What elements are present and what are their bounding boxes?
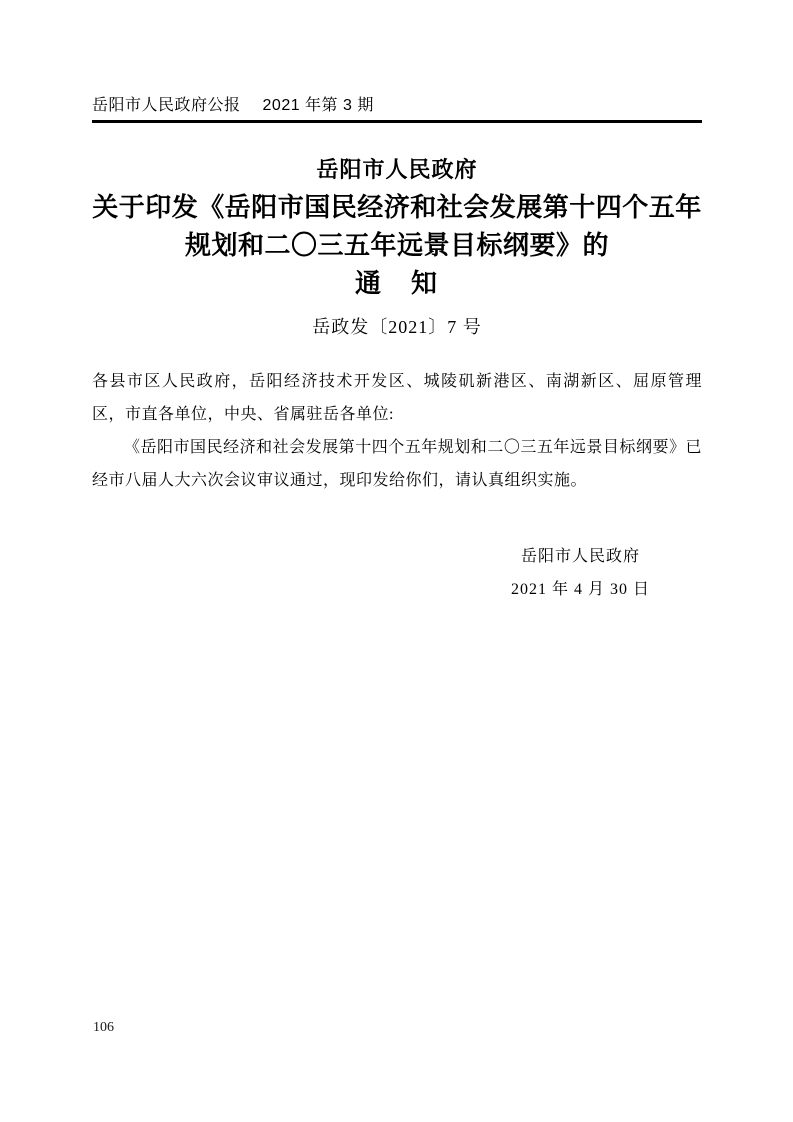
signature-date: 2021 年 4 月 30 日 [510,580,650,598]
document-body [92,365,702,497]
page-number: 106 [93,1020,114,1035]
gazette-title: 岳阳市人民政府公报 [92,97,241,114]
running-header-row [92,96,702,115]
title-line-3: 规划和二〇三五年远景目标纲要》的 [184,230,609,260]
signature-block [511,540,650,606]
gazette-issue: 2021 年第 3 期 [262,97,374,114]
running-header [92,0,702,123]
title-notice-word: 通 知 [354,268,439,298]
title-line-2: 关于印发《岳阳市国民经济和社会发展第十四个五年 [92,192,702,222]
document-title [92,151,702,303]
document-number: 岳政发〔2021〕7 号 [312,316,482,337]
header-rule [92,120,702,123]
notice-paragraph: 《岳阳市国民经济和社会发展第十四个五年规划和二〇三五年远景目标纲要》已经市八届人大六次会议审议通过，现印发给你们，请认真组织实施。 [92,438,702,489]
signature-area [92,540,702,606]
recipients-paragraph: 各县市区人民政府，岳阳经济技术开发区、城陵矶新港区、南湖新区、屈原管理区，市直各单位，中央、省属驻岳各单位: [92,372,702,423]
page-content [92,0,702,606]
title-issuing-org: 岳阳市人民政府 [316,156,478,182]
signature-org: 岳阳市人民政府 [520,547,640,565]
